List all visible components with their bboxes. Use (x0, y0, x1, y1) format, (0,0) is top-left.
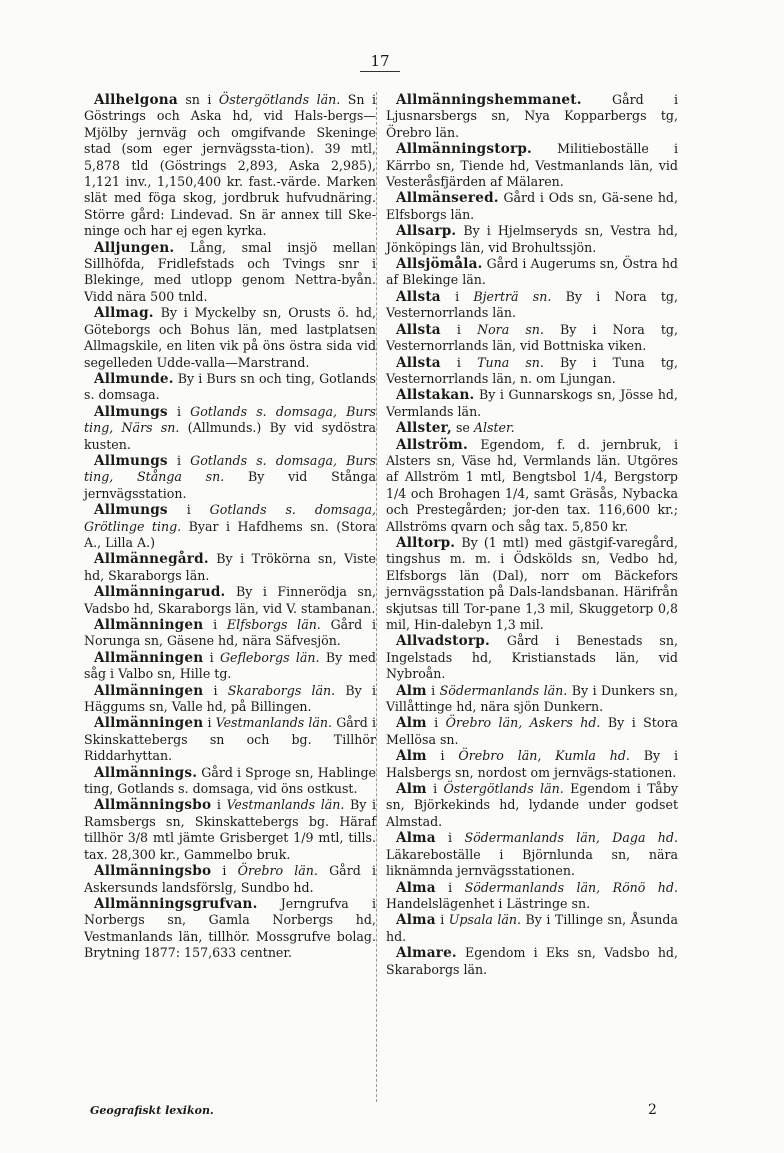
dictionary-entry (84, 617, 376, 650)
dictionary-entry (84, 715, 376, 764)
entry-connector: i (435, 879, 465, 895)
entry-connector: i (435, 912, 449, 928)
entry-text: Egendom, f. d. jernbruk, i Alsters sn, Väse hd, Vermlands län. Utgöres af Allström 1 mtl, Bengtsbol 1/4, Bergstorp 1/4 och Brohagen 1/4, samt Gräsås, Nybacka och Prestegården; jor-den tax. 116,600 kr.; Allströms qvarn och såg tax. 5,850 kr. (386, 436, 678, 534)
dictionary-entry (386, 420, 678, 436)
entry-headword: Allström. (396, 436, 468, 453)
entry-headword: Allmänningen (94, 617, 204, 633)
page-number: 17 (360, 52, 400, 72)
entry-text: By i Halsbergs sn, nordost om jernvägs-stationen. (386, 748, 678, 780)
entry-connector: i (203, 617, 227, 632)
entry-location: Skaraborgs län. (227, 682, 336, 698)
entry-connector: i (440, 354, 478, 370)
entry-connector: i (426, 715, 446, 731)
entry-text: Gård i Skinskattebergs sn och bg. Tillhör Riddarhyttan. (84, 715, 376, 764)
dictionary-entry (386, 633, 678, 682)
entry-text: By (1 mtl) med gästgif-varegård, tingshus m. m. i Ödskölds sn, Vedbo hd, Elfsborgs län (Dal), norr om Bäckefors jernvägsstation på Dals-landsbanan. Härifrån skjutsas till Tor-pane 1,3 mil, Skuggetorp 0,8 mil, Hin-dalebyn 1,3 mil. (386, 534, 678, 632)
entry-headword: Alma (396, 879, 436, 896)
entry-headword: Allvadstorp. (396, 633, 490, 650)
entry-headword: Allmungs (94, 403, 168, 420)
dictionary-entry (84, 453, 376, 502)
dictionary-entry (84, 683, 376, 716)
entry-location: Gefleborgs län. (220, 649, 320, 665)
signature-mark: 2 (648, 1102, 657, 1118)
dictionary-entry (386, 748, 678, 781)
entry-connector: i (435, 830, 465, 846)
dictionary-entry (386, 912, 678, 945)
entry-headword: Allsta (396, 288, 441, 305)
entry-location: Vestmanlands län. (215, 715, 333, 731)
entry-text: (Allmunds.) By vid sydöstra kusten. (84, 420, 377, 452)
entry-connector: i (167, 403, 191, 419)
entry-text: Militieboställe i Kärrbo sn, Tiende hd, Vestmanlands län, vid Vesteråsfjärden af Mälaren. (386, 141, 678, 190)
entry-headword: Almare. (396, 945, 457, 962)
entry-location: Gotlands s. domsaga, Grötlinge ting. (84, 502, 376, 534)
entry-text: By i Dunkers sn, Villåttinge hd, nära sjön Dunkern. (386, 682, 678, 715)
entry-text: By i Burs sn och ting, Gotlands s. domsaga. (84, 370, 376, 403)
entry-location: Södermanlands län. (439, 682, 568, 698)
entry-headword: Allmänningen (94, 682, 204, 699)
entry-location: Örebro län, Askers hd. (445, 715, 601, 731)
dictionary-entry (84, 371, 376, 404)
entry-headword: Alma (396, 912, 436, 929)
entry-connector: i (203, 682, 228, 698)
entry-headword: Alma (396, 830, 436, 847)
footer-title: Geografiskt lexikon. (90, 1104, 214, 1117)
entry-headword: Allmänningen (94, 649, 204, 666)
entry-connector: i (211, 863, 238, 879)
entry-headword: Allsta (396, 321, 441, 338)
entry-headword: Allsta (396, 354, 441, 371)
entry-connector: i (211, 797, 227, 813)
entry-location: Elfsborgs län. (226, 617, 321, 632)
dictionary-entry (386, 781, 678, 830)
entry-headword: Allhelgona (94, 92, 178, 108)
entry-location: Tuna sn. (477, 354, 544, 370)
entry-text: By i Nora tg, Vesternorrlands län, vid Bottniska viken. (386, 321, 678, 354)
dictionary-entry (386, 683, 678, 716)
dictionary-entry (386, 256, 678, 289)
dictionary-entry (84, 896, 376, 962)
entry-headword: Allmänningarud. (94, 584, 226, 601)
right-column (386, 92, 678, 978)
entry-headword: Allmänsered. (396, 190, 499, 207)
entry-text: Gård i Benestads sn, Ingelstads hd, Kristianstads län, vid Nybroån. (386, 633, 678, 682)
entry-connector: i (426, 748, 459, 764)
entry-headword: Allmännegård. (94, 551, 209, 568)
entry-connector: i (426, 781, 444, 797)
entry-text: By i Trökörna sn, Viste hd, Skaraborgs län. (84, 551, 376, 583)
entry-headword: Alm (396, 715, 427, 732)
dictionary-entry (84, 404, 376, 453)
entry-headword: Allstakan. (396, 387, 475, 404)
entry-headword: Allmänningsgrufvan. (94, 895, 258, 912)
dictionary-entry (386, 387, 678, 420)
dictionary-entry (386, 830, 678, 879)
entry-text: By vid Stånga jernvägsstation. (84, 469, 376, 501)
entry-text: Sn i Göstrings och Aska hd, vid Hals-bergs—Mjölby jernväg och omgifvande Skeninge stad (som eger jernvägssta-tion). 39 mtl, 5,878 tld (Göstrings 2,893, Aska 2,985), 1,121 inv., 1,150,400 kr. fast.-värde. Marken slät med föga skog, jordbruk hufvudnäring. Större gård: Lindevad. Sn är annex till Ske-ninge och har ej egen kyrka. (84, 92, 376, 239)
dictionary-entry (84, 584, 376, 617)
entry-location: Örebro län, Kumla hd. (458, 748, 630, 764)
entry-connector: i (440, 321, 478, 337)
entry-headword: Alm (396, 748, 427, 765)
entry-headword: Alm (396, 682, 427, 699)
dictionary-entry (386, 141, 678, 190)
entry-headword: Allsjömåla. (396, 256, 483, 273)
dictionary-entry (84, 551, 376, 584)
entry-connector: i (203, 715, 216, 731)
entry-text: Jerngrufva i Norbergs sn, Gamla Norbergs hd, Vestmanlands län, tillhör. Mossgrufve bolag. Brytning 1877: 157,633 centner. (84, 895, 376, 961)
entry-headword: Allmänningshemmanet. (396, 92, 582, 108)
entry-headword: Allster, (396, 420, 452, 437)
entry-headword: Allmungs (94, 452, 168, 469)
dictionary-entry (386, 322, 678, 355)
entry-connector: i (167, 452, 191, 468)
dictionary-entry (386, 535, 678, 633)
entry-headword: Allmänningsbo (94, 797, 212, 814)
dictionary-entry (84, 305, 376, 371)
entry-headword: Allsarp. (396, 223, 457, 240)
entry-connector: i (203, 649, 220, 665)
entry-text: Lång, smal insjö mellan Sillhöfda, Fridlefstads och Tvings snr i Blekinge, med utlopp genom Nettra-byån. Vidd nära 500 tnld. (84, 239, 376, 304)
entry-connector: i (440, 288, 474, 304)
entry-location: Södermanlands län, Daga hd. (464, 830, 678, 846)
entry-headword: Allmänningstorp. (396, 141, 532, 158)
column-divider (376, 92, 377, 1102)
entry-location: Upsala län. (448, 912, 522, 928)
entry-text: Egendom i Tåby sn, Björkekinds hd, lydande under godset Almstad. (386, 781, 678, 829)
dictionary-entry (386, 880, 678, 913)
entry-location: Örebro län. (237, 863, 318, 879)
entry-headword: Alltorp. (396, 534, 456, 551)
dictionary-entry (386, 289, 678, 322)
entry-connector: i (167, 502, 210, 518)
entry-connector: sn i (177, 92, 219, 107)
entry-headword: Allmunde. (94, 370, 174, 387)
dictionary-entry (386, 945, 678, 978)
entry-headword: Alm (396, 781, 427, 798)
entry-headword: Allmungs (94, 502, 168, 519)
dictionary-entry (84, 765, 376, 798)
entry-text: By i Finnerödja sn, Vadsbo hd, Skaraborgs län, vid V. stambanan. (84, 584, 376, 616)
entry-text: By i Häggums sn, Valle hd, på Billingen. (84, 682, 376, 715)
dictionary-entry (386, 190, 678, 223)
entry-text: Läkareboställe i Björnlunda sn, nära liknämnda jernvägsstationen. (386, 846, 678, 879)
entry-text: By i Gunnarskogs sn, Jösse hd, Vermlands län. (386, 387, 678, 419)
entry-text: Gård i Augerums sn, Östra hd af Blekinge län. (386, 256, 678, 288)
dictionary-entry (84, 650, 376, 683)
entry-location: Bjerträ sn. (473, 288, 552, 304)
entry-text: By i Ramsbergs sn, Skinskattebergs bg. Häraf tillhör 3/8 mtl jämte Grisberget 1/9 mtl, tills. tax. 28,300 kr., Gammelbo bruk. (84, 797, 376, 862)
entry-text: Gård i Ods sn, Gä-sene hd, Elfsborgs län. (386, 190, 678, 222)
entry-text: By i Myckelby sn, Orusts ö. hd, Göteborgs och Bohus län, med lastplatsen Allmagskile, en liten vik på öns östra sida vid segelleden Udde-valla—Marstrand. (84, 305, 376, 370)
entry-headword: Allmänningsbo (94, 863, 212, 880)
entry-headword: Alljungen. (94, 239, 175, 256)
dictionary-entry (84, 92, 376, 240)
entry-text: By i Tuna tg, Vesternorrlands län, n. om Ljungan. (386, 354, 678, 386)
left-column (84, 92, 376, 962)
entry-text: By i Stora Mellösa sn. (386, 715, 678, 747)
entry-headword: Allmännings. (94, 764, 198, 781)
dictionary-entry (386, 355, 678, 388)
entry-text: By i Tillinge sn, Åsunda hd. (386, 912, 678, 944)
entry-text: By med såg i Valbo sn, Hille tg. (84, 649, 376, 682)
entry-text: Handelslägenhet i Lästringe sn. (386, 895, 591, 911)
entry-location: Södermanlands län, Rönö hd. (464, 879, 678, 895)
entry-text: Gård i Sproge sn, Hablinge ting, Gotlands s. domsaga, vid öns ostkust. (84, 764, 376, 797)
entry-connector: se (451, 420, 474, 436)
dictionary-entry (386, 437, 678, 535)
entry-text: Gård i Norunga sn, Gäsene hd, nära Säfvesjön. (84, 617, 376, 649)
entry-headword: Allmänningen (94, 715, 204, 732)
entry-location: Östergötlands län. (218, 92, 341, 107)
entry-location: Alster. (473, 420, 515, 436)
entry-text: By i Nora tg, Vesternorrlands län. (386, 288, 678, 321)
dictionary-entry (386, 92, 678, 141)
dictionary-entry (84, 240, 376, 306)
entry-text: By i Hjelmseryds sn, Vestra hd, Jönköpings län, vid Brohultssjön. (386, 223, 678, 255)
dictionary-entry (386, 223, 678, 256)
entry-location: Vestmanlands län. (226, 797, 345, 813)
entry-text: Gård i Ljusnarsbergs sn, Nya Kopparbergs tg, Örebro län. (386, 92, 678, 140)
entry-location: Gotlands s. domsaga, Burs ting, Stånga sn. (84, 452, 376, 485)
entry-text: Gård i Askersunds landsförslg, Sundbo hd. (84, 863, 376, 895)
dictionary-entry (84, 797, 376, 863)
entry-headword: Allmag. (94, 305, 154, 322)
dictionary-entry (84, 863, 376, 896)
entry-location: Östergötlands län. (443, 781, 564, 797)
entry-text: Byar i Hafdhems sn. (Stora A., Lilla A.) (84, 518, 376, 550)
entry-text: Egendom i Eks sn, Vadsbo hd, Skaraborgs län. (386, 945, 678, 977)
entry-connector: i (426, 682, 440, 698)
entry-location: Nora sn. (477, 321, 544, 337)
entry-location: Gotlands s. domsaga, Burs ting, Närs sn. (84, 403, 376, 436)
dictionary-entry (84, 502, 376, 551)
dictionary-entry (386, 715, 678, 748)
